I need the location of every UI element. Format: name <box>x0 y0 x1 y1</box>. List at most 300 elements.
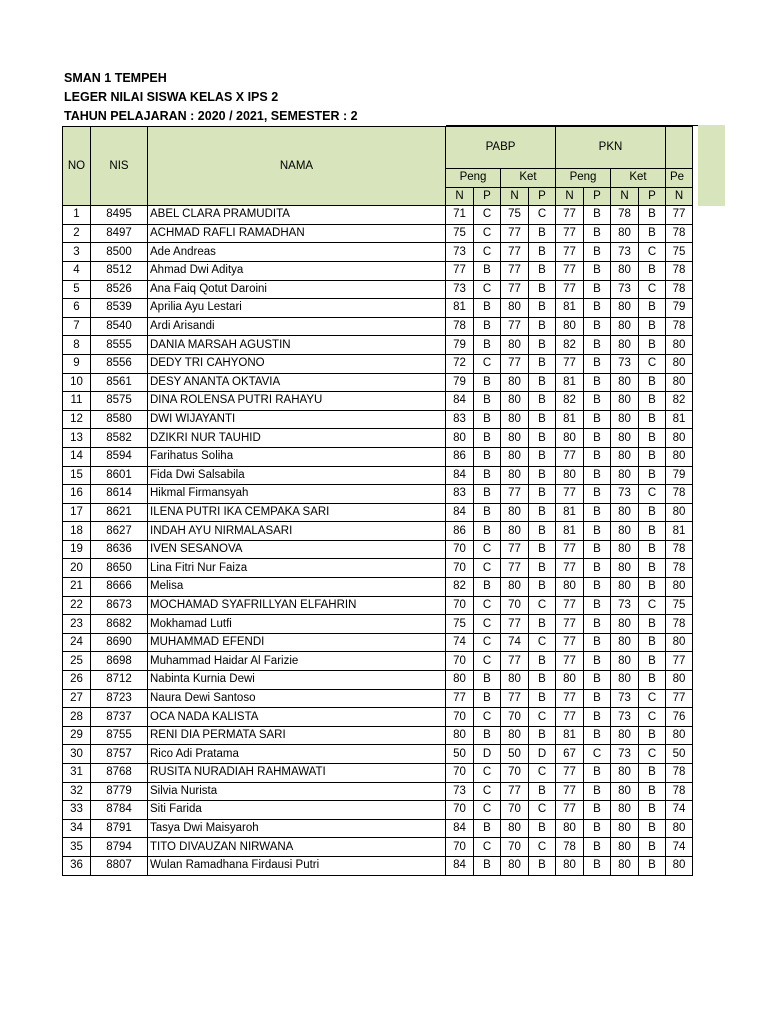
cell-nama: Melisa <box>148 578 446 597</box>
cell-no: 28 <box>63 708 91 727</box>
cell-pabp-peng-n: 75 <box>446 224 474 243</box>
cell-pabp-ket-p: C <box>529 633 556 652</box>
cell-pkn-peng-p: B <box>584 578 611 597</box>
cell-pkn-ket-n: 80 <box>611 764 639 783</box>
cell-pabp-peng-p: B <box>474 429 501 448</box>
cell-pabp-ket-p: C <box>529 801 556 820</box>
cell-pabp-peng-p: C <box>474 206 501 225</box>
cell-nis: 8540 <box>91 317 148 336</box>
cell-pkn-peng-n: 77 <box>556 596 584 615</box>
cell-pkn-ket-n: 80 <box>611 224 639 243</box>
cell-pabp-peng-p: B <box>474 466 501 485</box>
cell-pkn-ket-p: C <box>639 280 666 299</box>
cell-pabp-ket-n: 80 <box>501 373 529 392</box>
header-group-peng: Peng <box>446 169 501 188</box>
cell-partial-n: 80 <box>666 373 693 392</box>
document-title: LEGER NILAI SISWA KELAS X IPS 2 <box>64 90 279 104</box>
cell-pkn-peng-p: B <box>584 485 611 504</box>
cell-pkn-ket-n: 80 <box>611 373 639 392</box>
table-row <box>63 206 693 225</box>
cell-pabp-peng-n: 86 <box>446 522 474 541</box>
cell-nis: 8768 <box>91 764 148 783</box>
cell-pkn-ket-n: 73 <box>611 596 639 615</box>
cell-partial-n: 74 <box>666 801 693 820</box>
table-row <box>63 689 693 708</box>
cell-pkn-ket-n: 80 <box>611 801 639 820</box>
cell-pabp-ket-n: 77 <box>501 354 529 373</box>
cell-pkn-ket-n: 73 <box>611 745 639 764</box>
cell-pabp-ket-n: 80 <box>501 410 529 429</box>
cell-pabp-peng-p: C <box>474 559 501 578</box>
table-row <box>63 559 693 578</box>
cell-nis: 8539 <box>91 299 148 318</box>
cell-pkn-ket-n: 80 <box>611 522 639 541</box>
cell-pabp-ket-p: B <box>529 429 556 448</box>
cell-partial-n: 80 <box>666 503 693 522</box>
cell-partial-n: 80 <box>666 447 693 466</box>
cell-pabp-ket-p: B <box>529 224 556 243</box>
cell-pkn-ket-p: B <box>639 317 666 336</box>
cell-pkn-peng-p: B <box>584 392 611 411</box>
cell-pabp-peng-p: B <box>474 261 501 280</box>
cell-nama: DESY ANANTA OKTAVIA <box>148 373 446 392</box>
cell-partial-n: 78 <box>666 280 693 299</box>
cell-pabp-peng-n: 79 <box>446 373 474 392</box>
table-row <box>63 819 693 838</box>
cell-pkn-peng-n: 77 <box>556 801 584 820</box>
cell-pkn-ket-n: 80 <box>611 726 639 745</box>
cell-pkn-ket-p: B <box>639 782 666 801</box>
cell-pabp-peng-p: B <box>474 522 501 541</box>
table-row <box>63 578 693 597</box>
cell-pkn-peng-p: B <box>584 317 611 336</box>
cell-pabp-peng-p: C <box>474 354 501 373</box>
cell-pabp-peng-p: B <box>474 819 501 838</box>
cell-nama: INDAH AYU NIRMALASARI <box>148 522 446 541</box>
table-row <box>63 485 693 504</box>
table-row <box>63 540 693 559</box>
cell-pkn-peng-n: 80 <box>556 819 584 838</box>
cell-partial-n: 77 <box>666 206 693 225</box>
cell-pabp-ket-p: B <box>529 559 556 578</box>
table-row <box>63 354 693 373</box>
cell-partial-n: 78 <box>666 485 693 504</box>
cell-no: 8 <box>63 336 91 355</box>
header-p: P <box>529 187 556 206</box>
cell-pkn-peng-n: 80 <box>556 429 584 448</box>
table-row <box>63 466 693 485</box>
table-row <box>63 726 693 745</box>
cell-pabp-ket-p: B <box>529 299 556 318</box>
cell-pkn-ket-p: B <box>639 224 666 243</box>
cell-nama: IVEN SESANOVA <box>148 540 446 559</box>
cell-pabp-ket-n: 77 <box>501 243 529 262</box>
cell-pabp-peng-p: C <box>474 224 501 243</box>
cell-pabp-peng-n: 70 <box>446 801 474 820</box>
cell-pabp-peng-p: B <box>474 317 501 336</box>
cell-pabp-peng-n: 79 <box>446 336 474 355</box>
cell-pkn-ket-p: B <box>639 206 666 225</box>
header-n: N <box>666 187 693 206</box>
table-row <box>63 596 693 615</box>
header-subject-pkn: PKN <box>556 127 666 169</box>
cell-nis: 8500 <box>91 243 148 262</box>
cell-pkn-ket-n: 80 <box>611 578 639 597</box>
cell-pkn-peng-n: 80 <box>556 578 584 597</box>
cell-nis: 8580 <box>91 410 148 429</box>
cell-pabp-peng-p: C <box>474 782 501 801</box>
cell-nis: 8690 <box>91 633 148 652</box>
cell-nis: 8723 <box>91 689 148 708</box>
cell-pabp-ket-p: B <box>529 578 556 597</box>
cell-nis: 8673 <box>91 596 148 615</box>
cell-partial-n: 80 <box>666 336 693 355</box>
cell-pabp-ket-p: B <box>529 280 556 299</box>
header-subject-partial <box>666 127 693 169</box>
cell-nama: Ahmad Dwi Aditya <box>148 261 446 280</box>
cell-pkn-ket-n: 80 <box>611 392 639 411</box>
cell-no: 6 <box>63 299 91 318</box>
cell-pabp-peng-p: B <box>474 336 501 355</box>
cell-pkn-ket-p: C <box>639 485 666 504</box>
cell-pabp-peng-p: B <box>474 299 501 318</box>
cell-pabp-ket-n: 80 <box>501 671 529 690</box>
cell-pkn-ket-p: B <box>639 522 666 541</box>
cell-no: 36 <box>63 856 91 875</box>
cell-pkn-peng-p: B <box>584 224 611 243</box>
cell-nis: 8594 <box>91 447 148 466</box>
cell-pabp-peng-n: 73 <box>446 280 474 299</box>
cell-nis: 8757 <box>91 745 148 764</box>
cell-nis: 8682 <box>91 615 148 634</box>
cell-pkn-ket-n: 80 <box>611 466 639 485</box>
cell-partial-n: 80 <box>666 726 693 745</box>
cell-nama: Wulan Ramadhana Firdausi Putri <box>148 856 446 875</box>
cell-pabp-peng-p: C <box>474 652 501 671</box>
cell-pabp-peng-p: B <box>474 689 501 708</box>
cell-pkn-peng-p: B <box>584 838 611 857</box>
cell-pabp-ket-n: 77 <box>501 689 529 708</box>
table-body <box>63 206 693 875</box>
school-name: SMAN 1 TEMPEH <box>64 71 167 85</box>
table-row <box>63 243 693 262</box>
cell-pkn-ket-p: B <box>639 578 666 597</box>
cell-pkn-peng-n: 77 <box>556 243 584 262</box>
header-subject-pabp: PABP <box>446 127 556 169</box>
cell-pkn-ket-p: B <box>639 633 666 652</box>
cell-pabp-peng-p: C <box>474 615 501 634</box>
cell-pabp-ket-n: 80 <box>501 726 529 745</box>
cell-pkn-ket-n: 73 <box>611 354 639 373</box>
cell-pkn-ket-p: C <box>639 745 666 764</box>
cell-no: 12 <box>63 410 91 429</box>
cell-pabp-ket-p: B <box>529 354 556 373</box>
cell-pkn-peng-p: B <box>584 280 611 299</box>
cell-pkn-peng-n: 77 <box>556 689 584 708</box>
cell-pabp-peng-n: 84 <box>446 466 474 485</box>
header-group-ket: Ket <box>611 169 666 188</box>
cell-pabp-ket-n: 80 <box>501 819 529 838</box>
cell-nis: 8512 <box>91 261 148 280</box>
cell-nama: Nabinta Kurnia Dewi <box>148 671 446 690</box>
header-group-ket: Ket <box>501 169 556 188</box>
table-row <box>63 764 693 783</box>
cell-pkn-peng-n: 80 <box>556 671 584 690</box>
cell-pabp-ket-p: B <box>529 652 556 671</box>
cell-nis: 8621 <box>91 503 148 522</box>
cell-pkn-ket-p: B <box>639 838 666 857</box>
cell-pabp-ket-p: B <box>529 410 556 429</box>
cell-pkn-peng-n: 82 <box>556 336 584 355</box>
cell-no: 22 <box>63 596 91 615</box>
cell-nis: 8784 <box>91 801 148 820</box>
cell-nis: 8495 <box>91 206 148 225</box>
cell-pkn-peng-n: 77 <box>556 447 584 466</box>
cell-partial-n: 77 <box>666 689 693 708</box>
cell-pabp-peng-n: 78 <box>446 317 474 336</box>
cell-pkn-ket-p: B <box>639 299 666 318</box>
cell-pkn-ket-n: 80 <box>611 336 639 355</box>
cell-pkn-peng-p: B <box>584 764 611 783</box>
cell-nis: 8650 <box>91 559 148 578</box>
cell-pkn-ket-n: 73 <box>611 280 639 299</box>
cell-pkn-peng-p: B <box>584 801 611 820</box>
cell-pabp-ket-p: B <box>529 392 556 411</box>
cell-no: 7 <box>63 317 91 336</box>
cell-pkn-ket-n: 73 <box>611 243 639 262</box>
cell-pabp-peng-n: 77 <box>446 689 474 708</box>
cell-nama: Lina Fitri Nur Faiza <box>148 559 446 578</box>
cell-pabp-ket-n: 80 <box>501 856 529 875</box>
cell-pkn-peng-p: B <box>584 336 611 355</box>
cell-pkn-ket-p: B <box>639 801 666 820</box>
cell-pkn-ket-p: C <box>639 708 666 727</box>
cell-pabp-ket-p: D <box>529 745 556 764</box>
cell-pabp-peng-p: B <box>474 503 501 522</box>
cell-pkn-peng-n: 77 <box>556 559 584 578</box>
cell-pkn-peng-n: 77 <box>556 206 584 225</box>
cell-nama: ABEL CLARA PRAMUDITA <box>148 206 446 225</box>
cell-pkn-ket-n: 80 <box>611 503 639 522</box>
cell-pabp-ket-n: 80 <box>501 503 529 522</box>
header-p: P <box>639 187 666 206</box>
cell-partial-n: 80 <box>666 354 693 373</box>
cell-pkn-ket-n: 80 <box>611 447 639 466</box>
cell-nis: 8755 <box>91 726 148 745</box>
cell-nama: Hikmal Firmansyah <box>148 485 446 504</box>
cell-pkn-peng-p: B <box>584 708 611 727</box>
cell-pabp-ket-p: B <box>529 261 556 280</box>
cell-pkn-peng-p: B <box>584 373 611 392</box>
cell-nama: TITO DIVAUZAN NIRWANA <box>148 838 446 857</box>
table-row <box>63 317 693 336</box>
cell-pabp-peng-n: 50 <box>446 745 474 764</box>
cell-partial-n: 78 <box>666 540 693 559</box>
cell-pkn-peng-p: B <box>584 633 611 652</box>
cell-partial-n: 78 <box>666 317 693 336</box>
cell-pkn-peng-p: B <box>584 261 611 280</box>
cell-pkn-peng-n: 80 <box>556 856 584 875</box>
cell-partial-n: 78 <box>666 782 693 801</box>
grades-table <box>62 126 693 876</box>
cell-partial-n: 75 <box>666 596 693 615</box>
cell-pkn-ket-p: B <box>639 410 666 429</box>
table-row <box>63 280 693 299</box>
table-row <box>63 782 693 801</box>
cell-pabp-ket-n: 77 <box>501 261 529 280</box>
cell-pabp-ket-n: 70 <box>501 764 529 783</box>
cell-no: 3 <box>63 243 91 262</box>
cell-pkn-ket-n: 80 <box>611 615 639 634</box>
cell-pabp-peng-n: 73 <box>446 782 474 801</box>
cell-pkn-ket-n: 73 <box>611 708 639 727</box>
cell-nama: Naura Dewi Santoso <box>148 689 446 708</box>
cell-pkn-ket-n: 78 <box>611 206 639 225</box>
cell-pabp-peng-n: 84 <box>446 392 474 411</box>
cell-nama: Ardi Arisandi <box>148 317 446 336</box>
table-row <box>63 261 693 280</box>
cell-pabp-peng-n: 80 <box>446 429 474 448</box>
cell-pabp-peng-p: B <box>474 392 501 411</box>
cell-pkn-ket-n: 80 <box>611 671 639 690</box>
table-row <box>63 429 693 448</box>
cell-pabp-ket-p: B <box>529 373 556 392</box>
cell-nama: Muhammad Haidar Al Farizie <box>148 652 446 671</box>
cell-partial-n: 80 <box>666 633 693 652</box>
cell-pabp-ket-p: B <box>529 689 556 708</box>
cell-pkn-peng-p: B <box>584 503 611 522</box>
cell-pabp-peng-n: 74 <box>446 633 474 652</box>
cell-pkn-ket-n: 80 <box>611 652 639 671</box>
header-group-partial: Pe <box>666 169 693 188</box>
cell-partial-n: 78 <box>666 764 693 783</box>
cell-partial-n: 74 <box>666 838 693 857</box>
table-row <box>63 708 693 727</box>
cell-pkn-peng-p: B <box>584 522 611 541</box>
cell-nama: Fida Dwi Salsabila <box>148 466 446 485</box>
cell-pkn-ket-p: B <box>639 466 666 485</box>
cell-pabp-peng-n: 86 <box>446 447 474 466</box>
cell-pabp-ket-n: 77 <box>501 540 529 559</box>
cell-pkn-peng-p: B <box>584 596 611 615</box>
cell-partial-n: 76 <box>666 708 693 727</box>
cell-pkn-ket-p: B <box>639 726 666 745</box>
cell-pabp-peng-n: 80 <box>446 671 474 690</box>
cell-nis: 8555 <box>91 336 148 355</box>
cell-pkn-peng-n: 80 <box>556 317 584 336</box>
table-row <box>63 671 693 690</box>
cell-pabp-ket-p: B <box>529 466 556 485</box>
cell-pkn-peng-n: 77 <box>556 782 584 801</box>
cell-nis: 8636 <box>91 540 148 559</box>
cell-pabp-ket-n: 80 <box>501 466 529 485</box>
cell-pkn-peng-n: 81 <box>556 503 584 522</box>
cell-pkn-ket-p: B <box>639 652 666 671</box>
cell-partial-n: 78 <box>666 615 693 634</box>
cell-pkn-peng-p: B <box>584 447 611 466</box>
cell-pkn-ket-n: 80 <box>611 838 639 857</box>
header-p: P <box>474 187 501 206</box>
cell-pkn-ket-p: B <box>639 540 666 559</box>
cell-partial-n: 82 <box>666 392 693 411</box>
cell-pabp-ket-n: 77 <box>501 224 529 243</box>
cell-no: 9 <box>63 354 91 373</box>
cell-pkn-ket-p: B <box>639 764 666 783</box>
cell-nis: 8582 <box>91 429 148 448</box>
cell-no: 2 <box>63 224 91 243</box>
cell-pkn-peng-n: 81 <box>556 522 584 541</box>
table-row <box>63 299 693 318</box>
cell-nama: MUHAMMAD EFENDI <box>148 633 446 652</box>
cell-nis: 8794 <box>91 838 148 857</box>
cell-pkn-peng-p: B <box>584 726 611 745</box>
header-n: N <box>611 187 639 206</box>
cell-pabp-peng-n: 70 <box>446 708 474 727</box>
cell-pabp-ket-p: B <box>529 503 556 522</box>
cell-nis: 8666 <box>91 578 148 597</box>
cell-partial-n: 50 <box>666 745 693 764</box>
table-row <box>63 838 693 857</box>
header-fill-extension <box>698 125 725 206</box>
cell-pabp-peng-n: 73 <box>446 243 474 262</box>
cell-pabp-peng-p: B <box>474 726 501 745</box>
cell-pkn-peng-p: B <box>584 615 611 634</box>
cell-pabp-peng-n: 84 <box>446 819 474 838</box>
cell-no: 10 <box>63 373 91 392</box>
cell-nama: DEDY TRI CAHYONO <box>148 354 446 373</box>
cell-pkn-peng-n: 78 <box>556 838 584 857</box>
cell-pabp-ket-n: 70 <box>501 596 529 615</box>
cell-pabp-peng-p: D <box>474 745 501 764</box>
cell-pabp-ket-n: 80 <box>501 429 529 448</box>
cell-pabp-peng-n: 72 <box>446 354 474 373</box>
cell-pkn-ket-p: B <box>639 856 666 875</box>
cell-pabp-ket-n: 70 <box>501 838 529 857</box>
cell-nis: 8497 <box>91 224 148 243</box>
cell-pkn-peng-p: B <box>584 856 611 875</box>
cell-pabp-peng-n: 70 <box>446 652 474 671</box>
cell-pabp-ket-n: 70 <box>501 708 529 727</box>
cell-pkn-peng-p: B <box>584 466 611 485</box>
cell-nis: 8614 <box>91 485 148 504</box>
cell-nama: Ade Andreas <box>148 243 446 262</box>
cell-nis: 8737 <box>91 708 148 727</box>
table-row <box>63 373 693 392</box>
cell-pabp-peng-n: 81 <box>446 299 474 318</box>
cell-nis: 8575 <box>91 392 148 411</box>
cell-nama: OCA NADA KALISTA <box>148 708 446 727</box>
cell-pabp-ket-n: 80 <box>501 392 529 411</box>
cell-no: 33 <box>63 801 91 820</box>
cell-pkn-ket-p: B <box>639 819 666 838</box>
cell-pkn-peng-n: 77 <box>556 652 584 671</box>
cell-pkn-peng-n: 77 <box>556 615 584 634</box>
table-row <box>63 801 693 820</box>
cell-pkn-peng-n: 82 <box>556 392 584 411</box>
cell-no: 14 <box>63 447 91 466</box>
cell-pkn-ket-n: 80 <box>611 782 639 801</box>
cell-pabp-ket-n: 77 <box>501 559 529 578</box>
cell-partial-n: 80 <box>666 578 693 597</box>
cell-pkn-ket-n: 80 <box>611 317 639 336</box>
cell-partial-n: 79 <box>666 466 693 485</box>
cell-pkn-peng-n: 77 <box>556 354 584 373</box>
cell-pabp-ket-p: B <box>529 726 556 745</box>
cell-partial-n: 81 <box>666 522 693 541</box>
cell-pkn-ket-p: C <box>639 689 666 708</box>
header-no: NO <box>63 127 91 206</box>
cell-pkn-peng-n: 77 <box>556 224 584 243</box>
